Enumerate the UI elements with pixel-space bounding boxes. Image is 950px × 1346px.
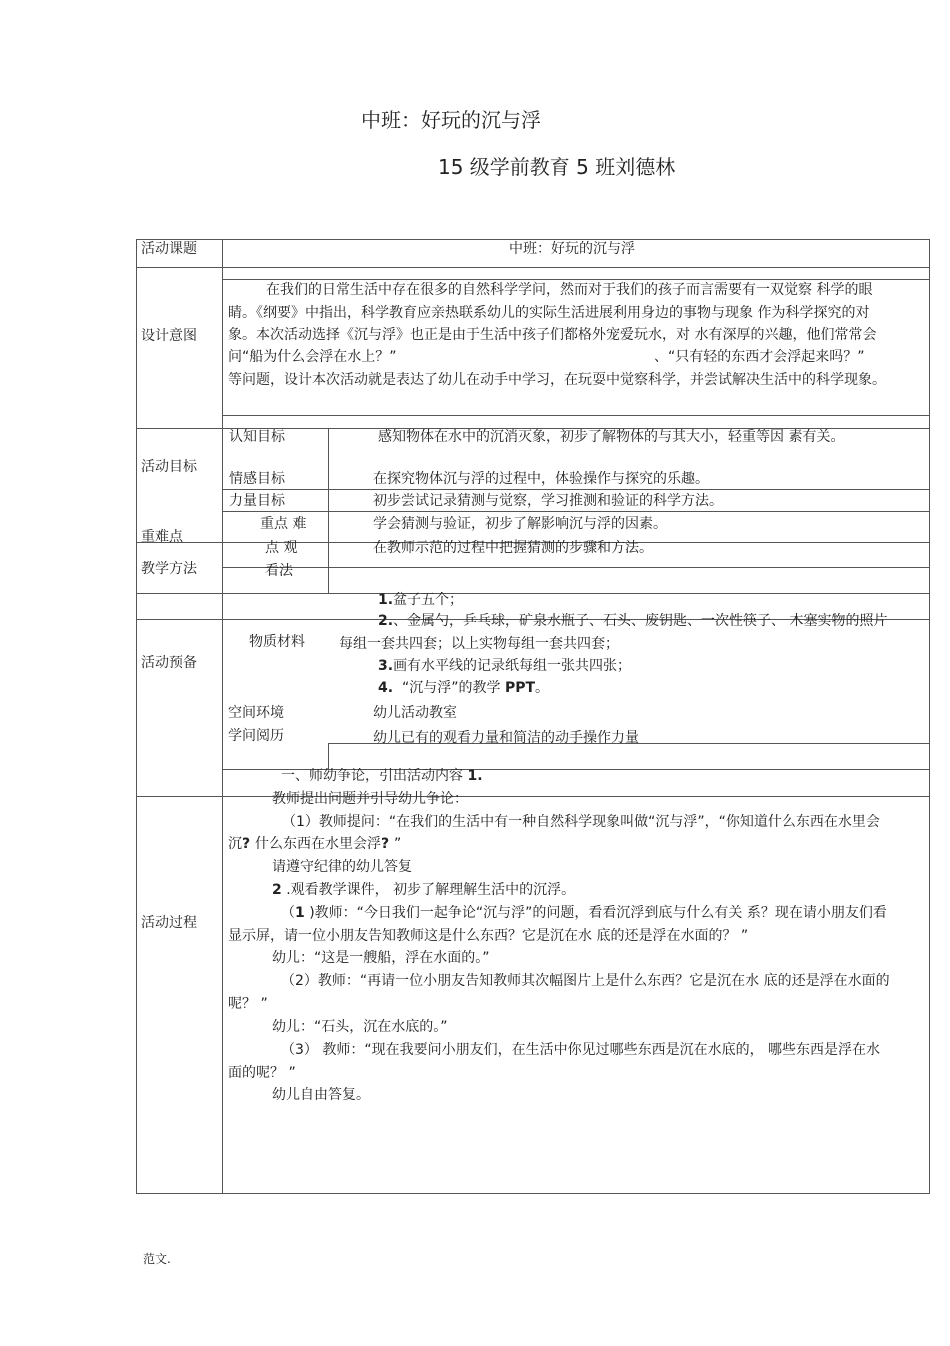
method-sub-label: 看法 (265, 563, 293, 579)
process-label: 活动过程 (141, 915, 197, 931)
material-item-4: 4. “沉与浮”的教学 PPT。 (378, 680, 550, 696)
footer-note: 范文. (143, 1252, 171, 1266)
goal-ability-label: 力量目标 (229, 493, 285, 509)
exp-text: 幼儿已有的观看力量和简洁的动手操作力量 (373, 730, 639, 746)
design-line-4a: 问“船为什么会浮在水上？” (228, 349, 397, 365)
material-item-1: 1.盆子五个； (378, 592, 464, 608)
design-line-5: 等问题，设计本次活动就是表达了幼儿在动手中学习，在玩耍中觉察科学，并尝试解决生活中的科学现象。 (228, 372, 886, 388)
process-line-2b: 沉? 什么东西在水里会浮? ” (228, 836, 402, 852)
process-line-8: 幼儿：“石头，沉在水底的。” (272, 1019, 448, 1035)
goal-emotion-label: 情感目标 (229, 471, 285, 487)
exp-label: 学问阅历 (228, 728, 284, 744)
design-label: 设计意图 (141, 328, 197, 344)
process-line-9: （3） 教师：“现在我要问小朋友们，在生活中你见过哪些东西是沉在水底的， 哪些东西是浮在水 (281, 1042, 881, 1058)
process-line-9b: 面的呢？ ” (228, 1065, 296, 1081)
key-label: 重点 难 (260, 516, 307, 532)
goal-ability-text: 初步尝试记录猜测与觉察，学习推测和验证的科学方法。 (373, 493, 723, 509)
process-line-5: （1 )教师：“今日我们一起争论“沉与浮”的问题，看看沉浮到底与什么有关 系？现在请小朋友们看 (281, 905, 887, 921)
difficulty-text: 在教师示范的过程中把握猜测的步骤和方法。 (373, 540, 653, 556)
author-line: 15 级学前教育 5 班刘德林 (438, 155, 676, 179)
process-line-5c: 显示屏，请一位小朋友告知教师这是什么东西？它是沉在水 底的还是浮在水面的？ ” (228, 928, 749, 944)
process-line-10: 幼儿自由答复。 (272, 1087, 370, 1103)
process-line-6: 幼儿：“这是一艘船，浮在水面的。” (272, 950, 490, 966)
design-line-1: 在我们的日常生活中存在很多的自然科学学问，然而对于我们的孩子而言需要有一双觉察 科学的眼 (266, 282, 873, 298)
process-line-1: 教师提出问题并引导幼儿争论： (272, 791, 468, 807)
process-line-3: 请遵守纪律的幼儿答复 (272, 859, 412, 875)
key-text: 学会猜测与验证，初步了解影响沉与浮的因素。 (373, 516, 667, 532)
goals-label: 活动目标 (141, 459, 197, 475)
material-item-3: 3.画有水平线的记录纸每组一张共四张； (378, 658, 632, 674)
process-line-2: （1）教师提问：“在我们的生活中有一种自然科学现象叫做“沉与浮”，“你知道什么东西在水里会 (282, 814, 880, 830)
design-line-3: 象。本次活动选择《沉与浮》也正是由于生活中孩子们都格外宠爱玩水，对 水有深厚的兴趣，他们常常会 (228, 327, 877, 343)
goal-cognitive-label: 认知目标 (229, 429, 285, 445)
materials-label: 物质材料 (249, 634, 305, 650)
method-label: 教学方法 (141, 561, 197, 577)
goal-emotion-text: 在探究物体沉与浮的过程中，体验操作与探究的乐趣。 (373, 471, 709, 487)
space-label: 空间环境 (228, 705, 284, 721)
difficulty-label: 重难点 (141, 529, 183, 545)
design-line-2: 睛。《纲要》中指出，科学教育应亲热联系幼儿的实际生活进展利用身边的事物与现象 作为科学探究的对 (228, 305, 870, 321)
process-line-0: 一、师幼争论，引出活动内容 1. (281, 768, 483, 784)
space-text: 幼儿活动教室 (373, 705, 457, 721)
topic-value: 中班：好玩的沉与浮 (509, 241, 635, 257)
material-item-2-cont: 每组一套共四套；以上实物每组一套共四套； (339, 636, 619, 652)
page-title: 中班：好玩的沉与浮 (361, 108, 541, 132)
topic-label: 活动课题 (141, 241, 197, 257)
prep-label: 活动预备 (141, 655, 197, 671)
design-line-4b: 、“只有轻的东西才会浮起来吗？” (654, 349, 865, 365)
process-line-7b: 呢？ ” (228, 996, 268, 1012)
material-item-2: 2.、金属勺，乒乓球，矿泉水瓶子、石头、废钥匙、一次性筷子、 木塞实物的照片 (378, 613, 888, 629)
difficulty-sub-label: 点 观 (265, 540, 298, 556)
process-line-7: （2）教师：“再请一位小朋友告知教师其次幅图片上是什么东西？它是沉在水 底的还是浮在水面的 (281, 973, 890, 989)
goal-cognitive-text: 感知物体在水中的沉消灭象，初步了解物体的与其大小，轻重等因 素有关。 (378, 429, 845, 445)
process-line-4: 2 .观看教学课件， 初步了解理解生活中的沉浮。 (272, 882, 576, 898)
